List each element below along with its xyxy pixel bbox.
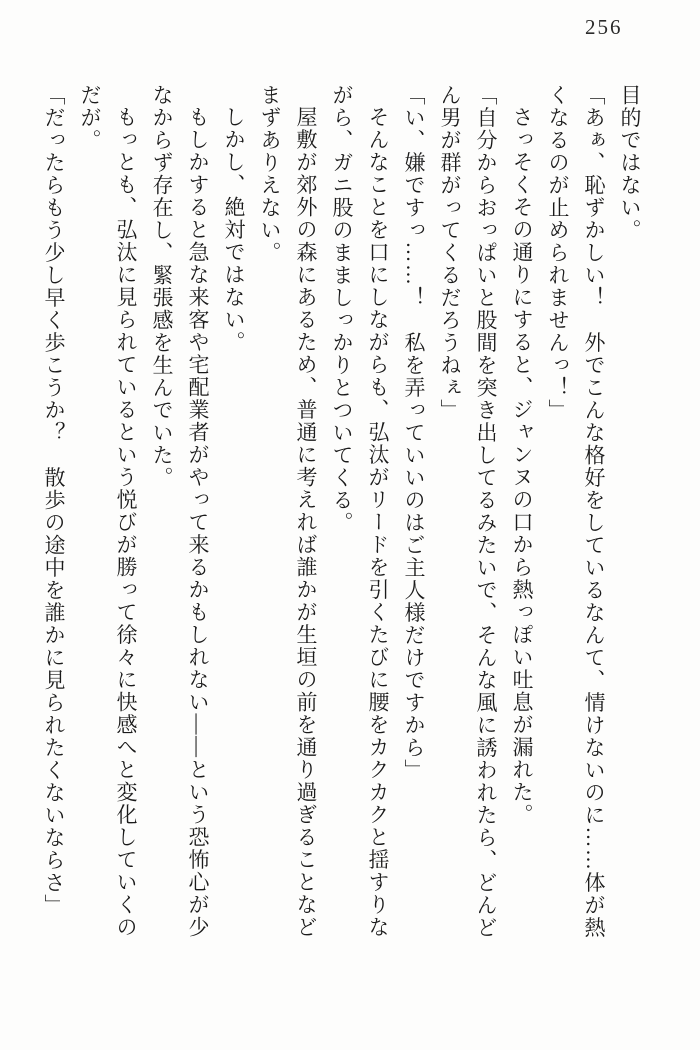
text-line: しかし、絶対ではない。 <box>222 106 246 354</box>
text-line: さっそくその通りにすると、ジャンヌの口から熱っぽい吐息が漏れた。 <box>510 106 534 826</box>
text-line: もしかすると急な来客や宅配業者がやって来るかもしれない――という恐怖心が少 <box>186 106 210 939</box>
text-line: だが。 <box>78 84 102 152</box>
text-line: 「あぁ、恥ずかしい！ 外でこんな格好をしているなんて、情けないのに……体が熱 <box>582 84 606 939</box>
text-line: がら、ガニ股のまましっかりとついてくる。 <box>330 84 354 534</box>
text-line: まずありえない。 <box>258 84 282 264</box>
body-text <box>36 84 648 1014</box>
text-line: 目的ではない。 <box>618 84 642 242</box>
text-line: 「自分からおっぱいと股間を突き出してるみたいで、そんな風に誘われたら、どんど <box>474 84 498 939</box>
text-line: くなるのが止められませんっ！」 <box>546 84 570 422</box>
text-line: 「い、嫌ですっ……！ 私を弄っていいのはご主人様だけですから」 <box>402 84 426 782</box>
text-line: もっとも、弘汰に見られているという悦びが勝って徐々に快感へと変化していくの <box>114 106 138 939</box>
text-line: そんなことを口にしながらも、弘汰がリードを引くたびに腰をカクカクと揺すりな <box>366 106 390 939</box>
text-line: ん男が群がってくるだろうねぇ」 <box>438 84 462 422</box>
text-line: なからず存在し、緊張感を生んでいた。 <box>150 84 174 489</box>
page-number: 256 <box>585 15 623 39</box>
text-line: 「だったらもう少し早く歩こうか？ 散歩の途中を誰かに見られたくないならさ」 <box>42 84 66 917</box>
text-line: 屋敷が郊外の森にあるため、普通に考えれば誰かが生垣の前を通り過ぎることなど <box>294 106 318 939</box>
